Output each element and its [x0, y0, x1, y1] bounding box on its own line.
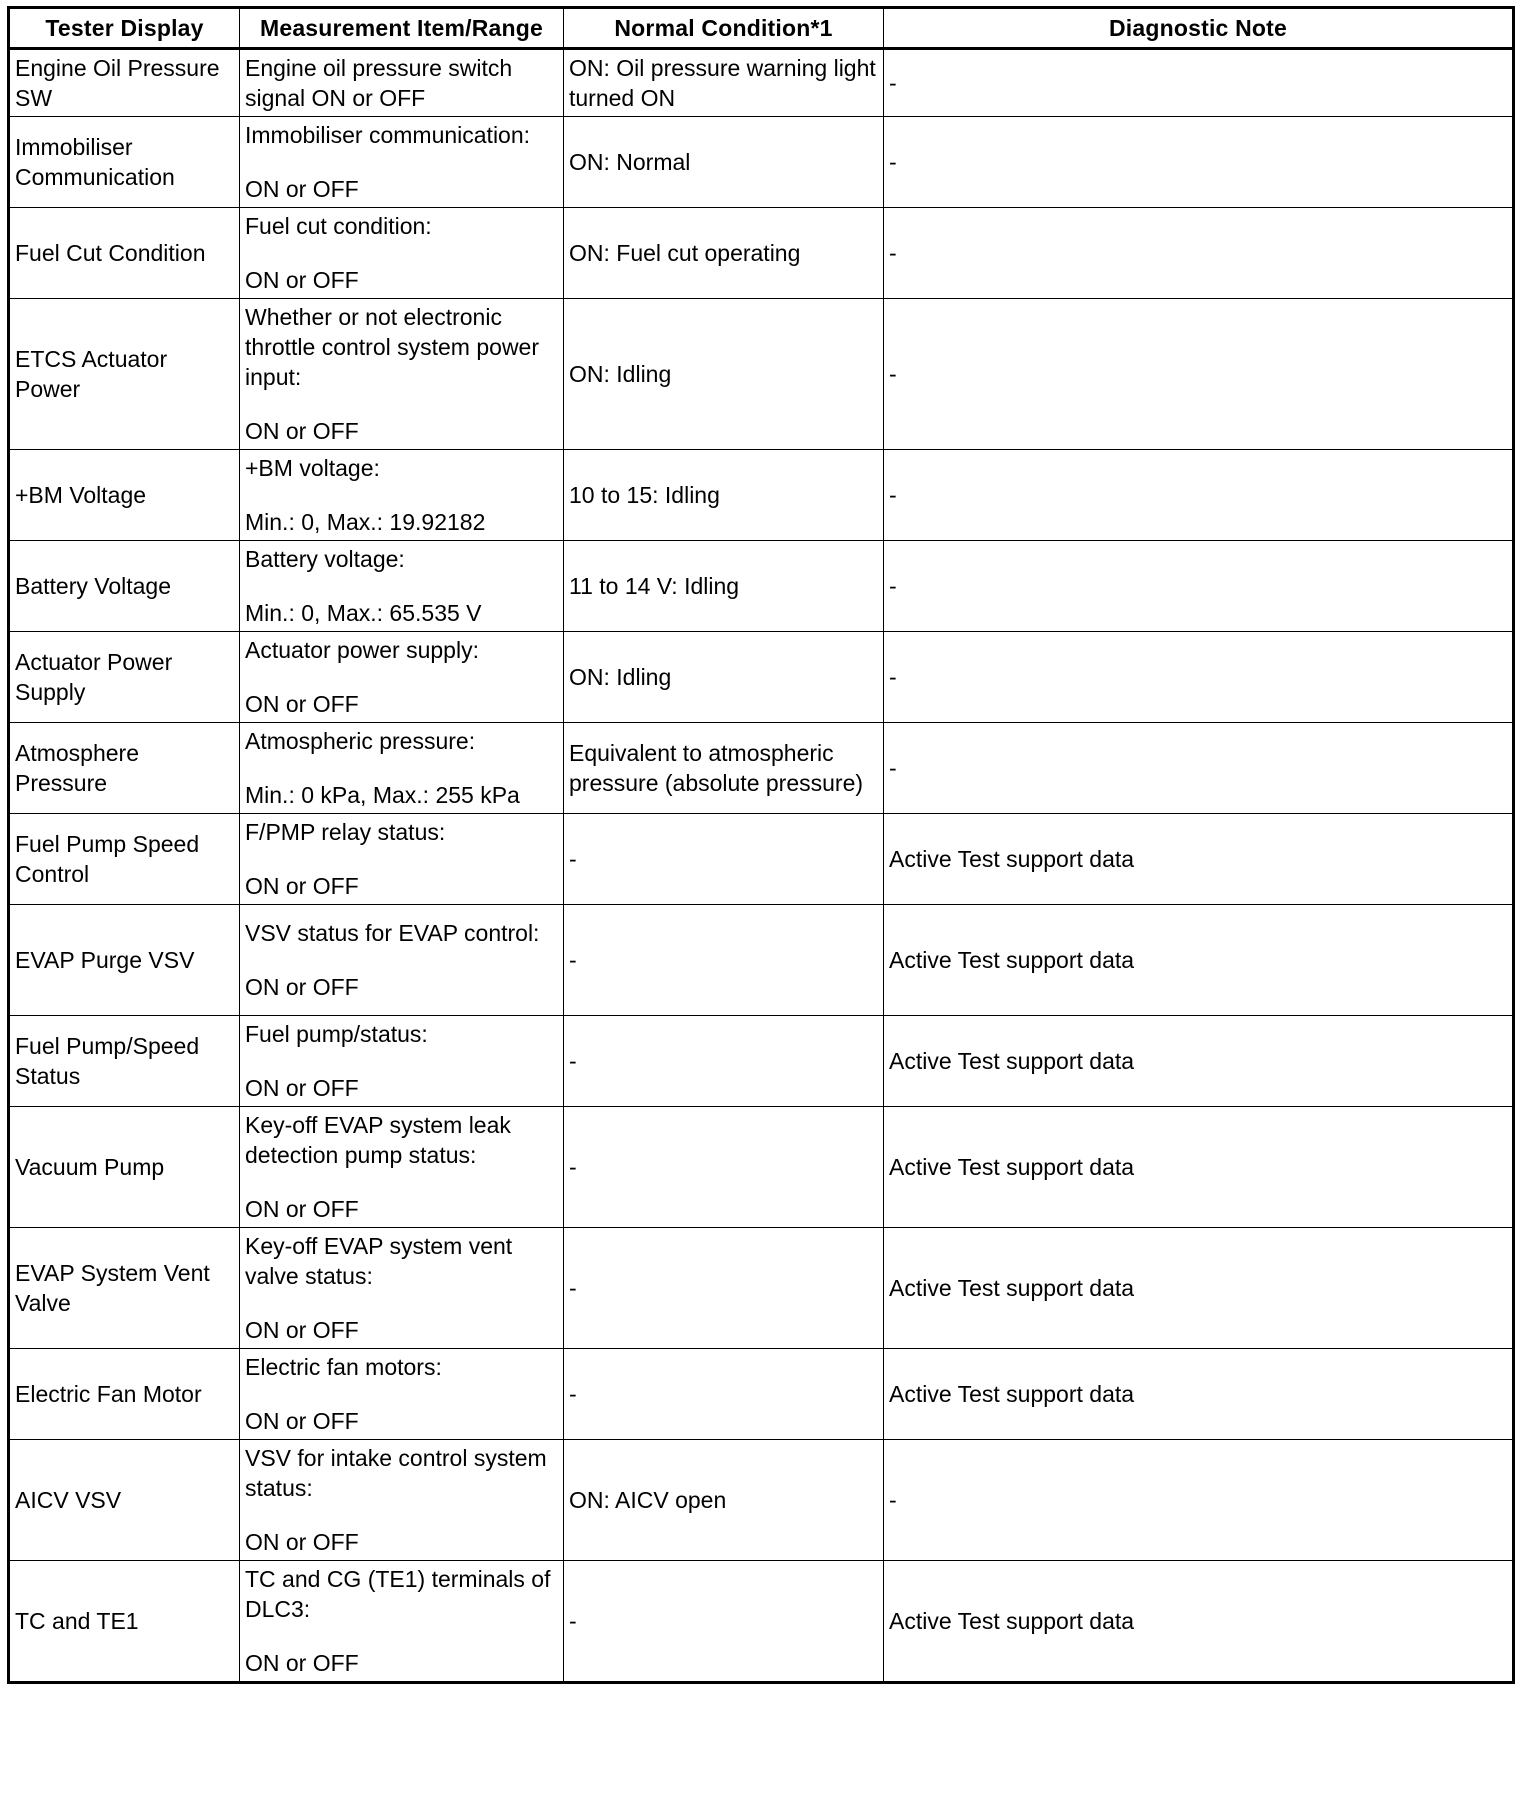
line-gap [245, 1624, 558, 1648]
table-row [9, 49, 1514, 117]
cell-measurement-item [240, 1228, 564, 1349]
measurement-line: ON or OFF [245, 691, 359, 717]
cell-normal-condition: ON: Fuel cut operating [564, 208, 884, 299]
cell-diagnostic-note: Active Test support data [884, 1016, 1514, 1107]
cell-diagnostic-note: - [884, 1440, 1514, 1561]
measurement-line: Whether or not electronic throttle control system power input: [245, 304, 540, 390]
measurement-line: Min.: 0, Max.: 19.92182 [245, 509, 486, 535]
cell-measurement-item [240, 1016, 564, 1107]
table-row [9, 299, 1514, 450]
cell-normal-condition: ON: AICV open [564, 1440, 884, 1561]
cell-normal-condition: - [564, 1228, 884, 1349]
measurement-line: Fuel pump/status: [245, 1021, 428, 1047]
table-row [9, 450, 1514, 541]
table-row [9, 1561, 1514, 1683]
table-header-row [9, 8, 1514, 49]
cell-tester-display: +BM Voltage [9, 450, 240, 541]
cell-normal-condition: - [564, 1107, 884, 1228]
cell-tester-display: AICV VSV [9, 1440, 240, 1561]
cell-tester-display: ETCS Actuator Power [9, 299, 240, 450]
measurement-line: ON or OFF [245, 267, 359, 293]
measurement-line: TC and CG (TE1) terminals of DLC3: [245, 1566, 551, 1622]
cell-diagnostic-note: Active Test support data [884, 1228, 1514, 1349]
cell-tester-display: TC and TE1 [9, 1561, 240, 1683]
measurement-line: Engine oil pressure switch signal ON or OFF [245, 55, 513, 111]
cell-tester-display: Fuel Pump/Speed Status [9, 1016, 240, 1107]
table-row [9, 117, 1514, 208]
table-row [9, 1440, 1514, 1561]
cell-measurement-item [240, 1440, 564, 1561]
cell-normal-condition: - [564, 1016, 884, 1107]
cell-normal-condition: - [564, 905, 884, 1016]
measurement-line: Key-off EVAP system vent valve status: [245, 1233, 513, 1289]
measurement-line: Battery voltage: [245, 546, 405, 572]
line-gap [245, 574, 558, 598]
cell-tester-display: Engine Oil Pressure SW [9, 49, 240, 117]
cell-normal-condition: - [564, 1349, 884, 1440]
cell-measurement-item [240, 905, 564, 1016]
measurement-line: ON or OFF [245, 1408, 359, 1434]
cell-normal-condition: Equivalent to atmospheric pressure (absolute pressure) [564, 723, 884, 814]
cell-measurement-item [240, 117, 564, 208]
cell-tester-display: Electric Fan Motor [9, 1349, 240, 1440]
cell-tester-display: EVAP System Vent Valve [9, 1228, 240, 1349]
line-gap [245, 392, 558, 416]
table-row [9, 1016, 1514, 1107]
cell-measurement-item [240, 1107, 564, 1228]
cell-tester-display: Atmosphere Pressure [9, 723, 240, 814]
cell-diagnostic-note: - [884, 541, 1514, 632]
cell-measurement-item [240, 723, 564, 814]
line-gap [245, 1291, 558, 1315]
line-gap [245, 150, 558, 174]
measurement-line: ON or OFF [245, 1075, 359, 1101]
measurement-line: VSV status for EVAP control: [245, 920, 540, 946]
table-row [9, 1107, 1514, 1228]
table-body [9, 49, 1514, 1683]
line-gap [245, 241, 558, 265]
cell-diagnostic-note: - [884, 208, 1514, 299]
cell-diagnostic-note: - [884, 632, 1514, 723]
measurement-line: Fuel cut condition: [245, 213, 432, 239]
cell-tester-display: Fuel Cut Condition [9, 208, 240, 299]
line-gap [245, 756, 558, 780]
cell-diagnostic-note: - [884, 299, 1514, 450]
cell-diagnostic-note: - [884, 723, 1514, 814]
cell-measurement-item [240, 541, 564, 632]
cell-tester-display: Fuel Pump Speed Control [9, 814, 240, 905]
cell-diagnostic-note: Active Test support data [884, 905, 1514, 1016]
table-row [9, 814, 1514, 905]
measurement-line: +BM voltage: [245, 455, 380, 481]
cell-tester-display: Vacuum Pump [9, 1107, 240, 1228]
cell-measurement-item [240, 632, 564, 723]
measurement-line: VSV for intake control system status: [245, 1445, 547, 1501]
cell-normal-condition: ON: Normal [564, 117, 884, 208]
line-gap [245, 847, 558, 871]
cell-diagnostic-note: - [884, 117, 1514, 208]
measurement-line: Key-off EVAP system leak detection pump status: [245, 1112, 511, 1168]
cell-diagnostic-note: - [884, 450, 1514, 541]
cell-measurement-item [240, 814, 564, 905]
measurement-line: ON or OFF [245, 1650, 359, 1676]
measurement-line: Atmospheric pressure: [245, 728, 476, 754]
cell-normal-condition: 10 to 15: Idling [564, 450, 884, 541]
cell-diagnostic-note: Active Test support data [884, 814, 1514, 905]
cell-normal-condition: 11 to 14 V: Idling [564, 541, 884, 632]
measurement-line: Immobiliser communication: [245, 122, 531, 148]
table-row [9, 208, 1514, 299]
line-gap [245, 483, 558, 507]
measurement-line: Min.: 0, Max.: 65.535 V [245, 600, 482, 626]
measurement-line: ON or OFF [245, 1317, 359, 1343]
table-row [9, 541, 1514, 632]
line-gap [245, 1049, 558, 1073]
measurement-line: ON or OFF [245, 873, 359, 899]
line-gap [245, 948, 558, 972]
measurement-line: Electric fan motors: [245, 1354, 442, 1380]
measurement-line: ON or OFF [245, 418, 359, 444]
table-row [9, 632, 1514, 723]
table-row [9, 1228, 1514, 1349]
table-row [9, 723, 1514, 814]
cell-diagnostic-note: Active Test support data [884, 1561, 1514, 1683]
measurement-line: Min.: 0 kPa, Max.: 255 kPa [245, 782, 520, 808]
line-gap [245, 1382, 558, 1406]
cell-tester-display: Immobiliser Communication [9, 117, 240, 208]
cell-diagnostic-note: Active Test support data [884, 1107, 1514, 1228]
header-tester-display: Tester Display [9, 8, 240, 49]
cell-normal-condition: ON: Oil pressure warning light turned ON [564, 49, 884, 117]
cell-measurement-item [240, 450, 564, 541]
measurement-line: ON or OFF [245, 1196, 359, 1222]
data-list-table [7, 6, 1515, 1684]
cell-normal-condition: - [564, 1561, 884, 1683]
cell-tester-display: EVAP Purge VSV [9, 905, 240, 1016]
line-gap [245, 1503, 558, 1527]
header-normal-condition: Normal Condition*1 [564, 8, 884, 49]
cell-measurement-item [240, 1349, 564, 1440]
cell-normal-condition: - [564, 814, 884, 905]
cell-diagnostic-note: - [884, 49, 1514, 117]
table-row [9, 1349, 1514, 1440]
cell-normal-condition: ON: Idling [564, 632, 884, 723]
cell-measurement-item [240, 49, 564, 117]
measurement-line: ON or OFF [245, 176, 359, 202]
header-measurement-item: Measurement Item/Range [240, 8, 564, 49]
cell-tester-display: Battery Voltage [9, 541, 240, 632]
measurement-line: ON or OFF [245, 974, 359, 1000]
table-row [9, 905, 1514, 1016]
cell-measurement-item [240, 1561, 564, 1683]
cell-normal-condition: ON: Idling [564, 299, 884, 450]
header-diagnostic-note: Diagnostic Note [884, 8, 1514, 49]
line-gap [245, 665, 558, 689]
measurement-line: F/PMP relay status: [245, 819, 446, 845]
measurement-line: Actuator power supply: [245, 637, 479, 663]
cell-tester-display: Actuator Power Supply [9, 632, 240, 723]
cell-measurement-item [240, 299, 564, 450]
cell-measurement-item [240, 208, 564, 299]
measurement-line: ON or OFF [245, 1529, 359, 1555]
line-gap [245, 1170, 558, 1194]
cell-diagnostic-note: Active Test support data [884, 1349, 1514, 1440]
